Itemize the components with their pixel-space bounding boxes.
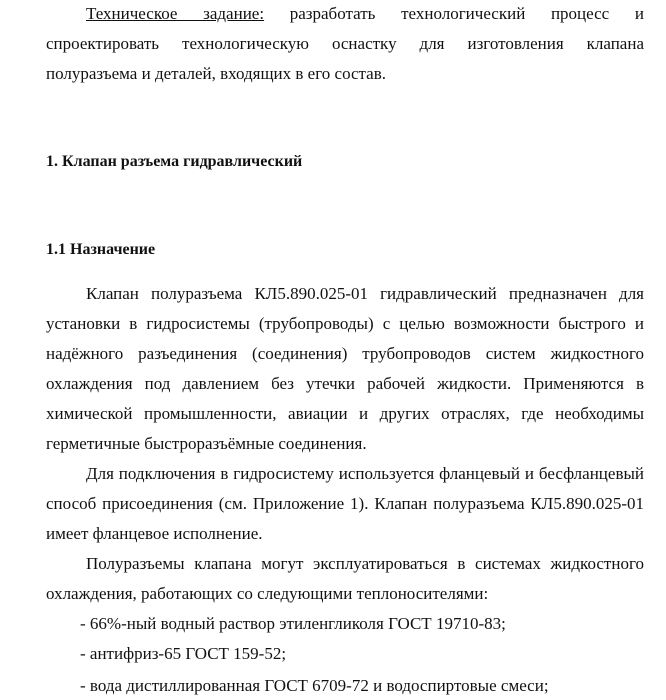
paragraph1-line: герметичные быстроразъёмные соединения.: [46, 434, 367, 453]
paragraph3-line: Полуразъемы клапана могут эксплуатироваться в системах жидкостного: [86, 554, 644, 573]
intro-line-2: спроектировать технологическую оснастку для изготовления клапана: [46, 34, 644, 53]
paragraph2-line: способ присоединения (см. Приложение 1). Клапан полуразъема КЛ5.890.025-01: [46, 494, 644, 513]
intro-line-1-rest: разработать технологический процесс и: [264, 4, 644, 23]
subsection-heading: 1.1 Назначение: [46, 241, 156, 258]
paragraph2-line: имеет фланцевое исполнение.: [46, 524, 263, 543]
paragraph1-line: установки в гидросистемы (трубопроводы) с целью возможности быстрого и: [46, 314, 644, 333]
intro-line-1: [86, 4, 644, 24]
paragraph1-line: надёжного разъединения (соединения) трубопроводов систем жидкостного: [46, 344, 644, 363]
assignment-label: Техническое задание:: [86, 4, 265, 23]
paragraph1-line: Клапан полуразъема КЛ5.890.025-01 гидравлический предназначен для: [86, 284, 644, 303]
paragraph1-line: охлаждения под давлением без утечки рабочей жидкости. Применяются в: [46, 374, 644, 393]
paragraph2-line: Для подключения в гидросистему используется фланцевый и бесфланцевый: [86, 464, 644, 483]
paragraph3-line: охлаждения, работающих со следующими теплоносителями:: [46, 584, 489, 603]
intro-line-3: полуразъема и деталей, входящих в его состав.: [46, 64, 386, 83]
list-item: - 66%-ный водный раствор этиленгликоля ГОСТ 19710-83;: [80, 614, 506, 633]
section-heading: 1. Клапан разъема гидравлический: [46, 153, 303, 170]
list-item: - антифриз-65 ГОСТ 159-52;: [80, 644, 287, 663]
paragraph1-line: химической промышленности, авиации и других отраслях, где необходимы: [46, 404, 644, 423]
list-item: - вода дистиллированная ГОСТ 6709-72 и водоспиртовые смеси;: [80, 676, 549, 695]
